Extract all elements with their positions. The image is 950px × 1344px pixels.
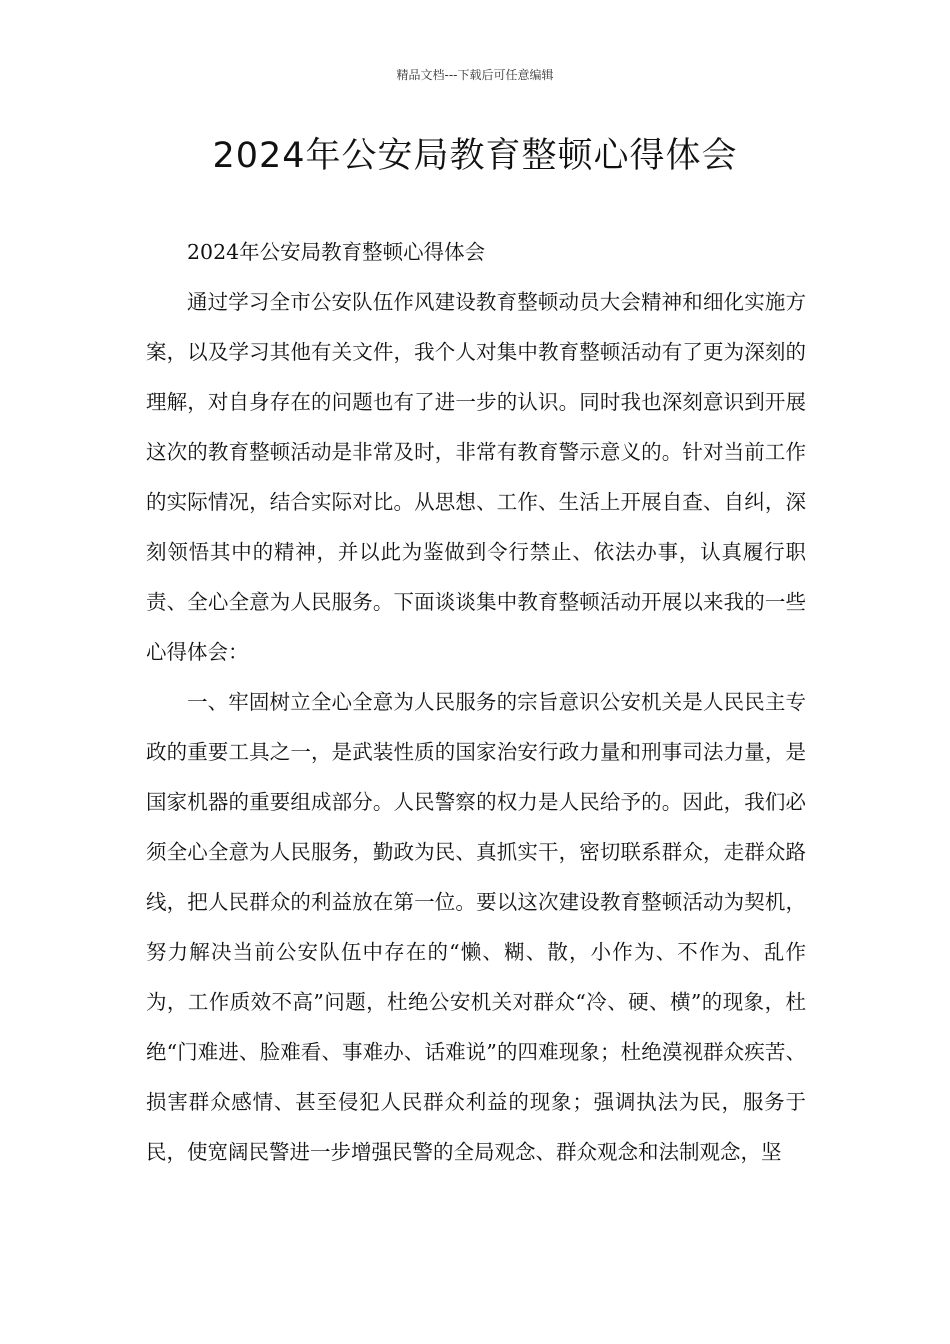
- paragraph-section-one: 一、牢固树立全心全意为人民服务的宗旨意识公安机关是人民民主专政的重要工具之一，是武装性质的国家治安行政力量和刑事司法力量，是国家机器的重要组成部分。人民警察的权力是人民给予的。因此，我们必须全心全意为人民服务，勤政为民、真抓实干，密切联系群众，走群众路线，把人民群众的利益放在第一位。要以这次建设教育整顿活动为契机，努力解决当前公安队伍中存在的“懒、糊、散，小作为、不作为、乱作为，工作质效不高”问题，杜绝公安机关对群众“冷、硬、横”的现象，杜绝“门难进、脸难看、事难办、话难说”的四难现象；杜绝漠视群众疾苦、损害群众感情、甚至侵犯人民群众利益的现象；强调执法为民，服务于民，使宽阔民警进一步增强民警的全局观念、群众观念和法制观念，坚: [146, 690, 806, 1164]
- header-note: 精品文档---下载后可任意编辑: [396, 68, 554, 82]
- paragraph-intro: 通过学习全市公安队伍作风建设教育整顿动员大会精神和细化实施方案，以及学习其他有关文件，我个人对集中教育整顿活动有了更为深刻的理解，对自身存在的问题也有了进一步的认识。同时我也深刻意识到开展这次的教育整顿活动是非常及时，非常有教育警示意义的。针对当前工作的实际情况，结合实际对比。从思想、工作、生活上开展自查、自纠，深刻领悟其中的精神，并以此为鉴做到令行禁止、依法办事，认真履行职责、全心全意为人民服务。下面谈谈集中教育整顿活动开展以来我的一些心得体会：: [146, 290, 806, 664]
- document-body: [146, 227, 806, 1177]
- document-title: 2024年公安局教育整顿心得体会: [212, 136, 738, 176]
- paragraph-subtitle: 2024年公安局教育整顿心得体会: [187, 240, 486, 264]
